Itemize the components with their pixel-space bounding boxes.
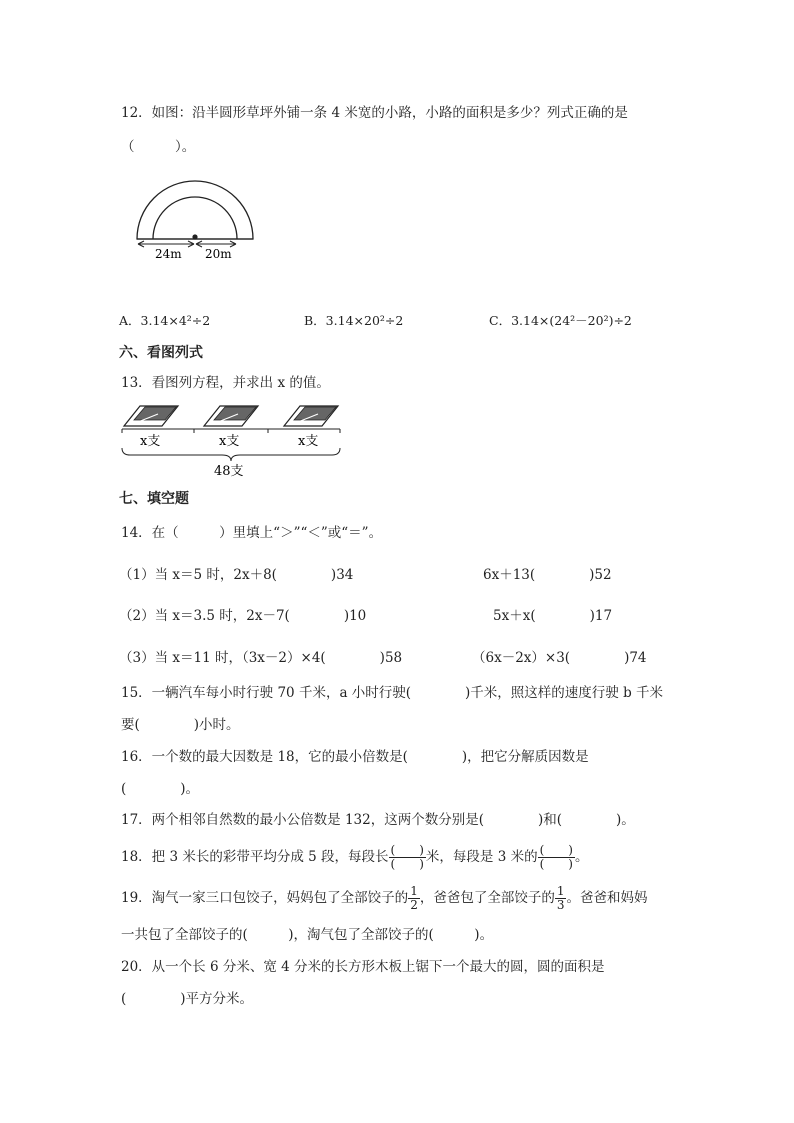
- total-label: 48支: [214, 464, 244, 479]
- section-six-heading: 六、看图列式: [119, 345, 203, 361]
- q16-line1[interactable]: 16．一个数的最大因数是 18，它的最小倍数是( )，把它分解质因数是: [121, 749, 589, 765]
- fraction-one-half: $\frac{1}{2}$: [410, 884, 418, 912]
- q14-row1-left[interactable]: （1）当 x＝5 时，2x＋8( )34: [119, 567, 354, 583]
- fraction-one-third: $\frac{1}{3}$: [556, 884, 565, 912]
- q12-option-a[interactable]: A．3.14×4²÷2: [119, 313, 211, 328]
- q15-line2[interactable]: 要( )小时。: [121, 717, 240, 733]
- label-20m: 20m: [205, 247, 232, 261]
- q17-text[interactable]: 17．两个相邻自然数的最小公倍数是 132，这两个数分别是( )和( )。: [121, 812, 635, 828]
- pencil-box-icon: [204, 406, 258, 426]
- pencil-box-icon: [124, 406, 178, 426]
- q18-text: [121, 842, 588, 872]
- x-label-2: x支: [219, 434, 240, 449]
- q15-line1[interactable]: 15．一辆汽车每小时行驶 70 千米，a 小时行驶( )千米，照这样的速度行驶 b 千米: [121, 685, 664, 701]
- q14-row1-right[interactable]: 6x＋13( )52: [483, 567, 612, 583]
- pencil-box-icon: [284, 406, 338, 426]
- semicircle-path-figure: [125, 168, 255, 268]
- x-label-3: x支: [298, 434, 319, 449]
- pencil-boxes-figure: [118, 400, 348, 480]
- q14-row3-right[interactable]: （6x－2x）×3( )74: [472, 650, 647, 666]
- q12-option-c[interactable]: C．3.14×(24²－20²)÷2: [489, 313, 632, 328]
- q18-blank-fraction-2[interactable]: $\frac{( )}{( )}$: [539, 843, 573, 871]
- q14-row3-left[interactable]: （3）当 x＝11 时，（3x－2）×4( )58: [119, 650, 403, 666]
- q18-blank-fraction-1[interactable]: $\frac{( )}{( )}$: [390, 843, 424, 871]
- q14-row2-left[interactable]: （2）当 x＝3.5 时，2x－7( )10: [119, 608, 367, 624]
- q18-part-c: 。: [574, 849, 589, 865]
- section-seven-heading: 七、填空题: [119, 491, 189, 507]
- q12-text-line1: 12．如图：沿半圆形草坪外铺一条 4 米宽的小路，小路的面积是多少？列式正确的是: [121, 105, 628, 121]
- q13-text: 13．看图列方程，并求出 x 的值。: [121, 375, 330, 391]
- q20-line2[interactable]: ( )平方分米。: [121, 991, 254, 1007]
- q12-text-line2: （ ）。: [121, 139, 196, 155]
- q18-part-b: 米，每段是 3 米的: [425, 849, 538, 865]
- q14-text: 14．在（ ）里填上“＞”“＜”或“＝”。: [121, 525, 383, 541]
- q14-row2-right[interactable]: 5x＋x( )17: [493, 608, 613, 624]
- q16-line2[interactable]: ( )。: [121, 781, 200, 797]
- x-label-1: x支: [140, 434, 161, 449]
- q19-line2[interactable]: 一共包了全部饺子的( )，淘气包了全部饺子的( )。: [121, 927, 494, 943]
- q18-part-a: 18．把 3 米长的彩带平均分成 5 段，每段长: [121, 849, 389, 865]
- q20-line1: 20．从一个长 6 分米、宽 4 分米的长方形木板上锯下一个最大的圆，圆的面积是: [121, 959, 605, 975]
- q12-option-b[interactable]: B．3.14×20²÷2: [304, 313, 404, 328]
- label-24m: 24m: [155, 247, 182, 261]
- q19-line1: 19．淘气一家三口包饺子，妈妈包了全部饺子的 $\frac{1}{2}$ ，爸爸包了全部饺子的 $\frac{1}{3}$ 。爸爸和妈妈: [121, 884, 648, 912]
